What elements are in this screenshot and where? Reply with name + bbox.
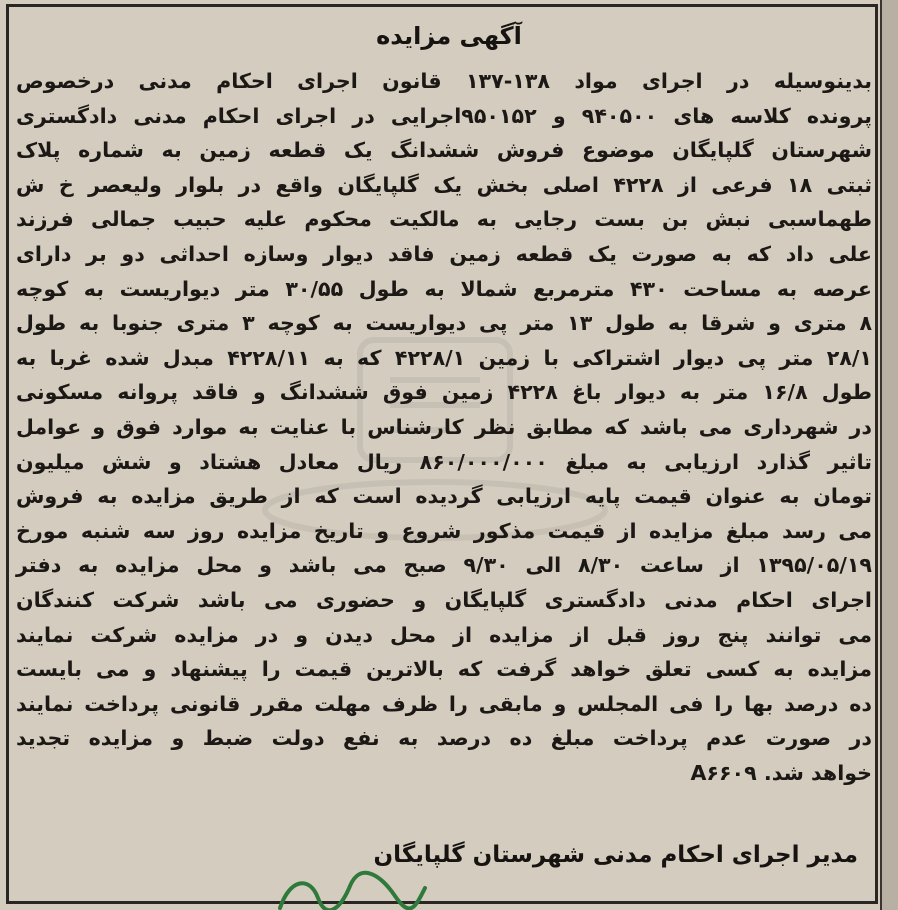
notice-line: تاثیر گذارد ارزیابی به مبلغ ۸۶۰/۰۰۰/۰۰۰ ریال معادل هشتاد و شش میلیون: [16, 449, 872, 474]
notice-line: شهرستان گلپایگان موضوع فروش ششدانگ یک قطعه زمین به شماره پلاک: [16, 138, 872, 163]
notice-line: اجرای احکام مدنی دادگستری گلپایگان و حضوری می باشد شرکت کنندگان: [16, 587, 872, 612]
notice-line: در شهرداری می باشد که مطابق نظر کارشناس با عنایت به موارد فوق و عوامل: [16, 414, 872, 439]
notice-line: ۸ متری و شرقا به طول ۱۳ متر پی دیواریست به کوچه ۳ متری جنوبا به طول: [16, 311, 873, 336]
handwritten-signature-mark: [270, 868, 430, 910]
notice-line: علی داد که به صورت یک قطعه زمین فاقد دیوار وسازه احداثی دو بر دارای: [16, 241, 872, 266]
notice-line: ده درصد بها را فی المجلس و مابقی را ظرف مهلت مقرر قانونی پرداخت نمایند: [16, 691, 872, 716]
notice-line: ۱۳۹۵/۰۵/۱۹ از ساعت ۸/۳۰ الی ۹/۳۰ صبح می باشد و محل مزایده به دفتر: [16, 553, 872, 578]
notice-line: می توانند پنج روز قبل از مزایده از محل دیدن و در مزایده شرکت نمایند: [16, 622, 872, 647]
notice-line: مزایده به کسی تعلق خواهد گرفت که بالاترین قیمت را پیشنهاد و می بایست: [16, 657, 872, 682]
notice-body: [16, 64, 872, 790]
adjacent-column-edge: [880, 0, 898, 910]
notice-line-final: خواهد شد. A۶۶۰۹: [690, 760, 872, 785]
signature-line: مدیر اجرای احکام مدنی شهرستان گلپایگان: [373, 842, 858, 868]
notice-line: عرصه به مساحت ۴۳۰ مترمربع شمالا به طول ۳۰/۵۵ متر دیواریست به کوچه: [16, 276, 872, 301]
notice-line: در صورت عدم پرداخت مبلغ ده درصد به نفع دولت ضبط و مزایده تجدید: [16, 726, 872, 751]
notice-line: پرونده کلاسه های ۹۴۰۵۰۰ و ۹۵۰۱۵۲اجرایی در اجرای احکام مدنی دادگستری: [16, 103, 872, 128]
notice-line: ۲۸/۱ متر پی دیوار اشتراکی با زمین ۴۲۲۸/۱ که به ۴۲۲۸/۱۱ مبدل شده غربا به: [16, 345, 872, 370]
notice-line: بدینوسیله در اجرای مواد ۱۳۸-۱۳۷ قانون اجرای احکام مدنی درخصوص: [16, 69, 872, 93]
notice-line: تومان به عنوان قیمت پایه ارزیابی گردیده است که از طریق مزایده به فروش: [16, 484, 872, 509]
notice-title: آگهی مزایده: [376, 22, 522, 50]
notice-line: ثبتی ۱۸ فرعی از ۴۲۲۸ اصلی بخش یک گلپایگان واقع در بلوار ولیعصر خ ش: [16, 172, 872, 197]
notice-line: می رسد مبلغ مزایده از قیمت مذکور شروع و تاریخ مزایده روز سه شنبه مورخ: [16, 518, 872, 543]
notice-line: طول ۱۶/۸ متر به دیوار باغ ۴۲۲۸ زمین فوق ششدانگ و فاقد پروانه مسکونی: [16, 380, 872, 405]
notice-line: طهماسبی نبش بن بست رجایی به مالکیت محکوم علیه حبیب جمالی فرزند: [16, 207, 872, 232]
